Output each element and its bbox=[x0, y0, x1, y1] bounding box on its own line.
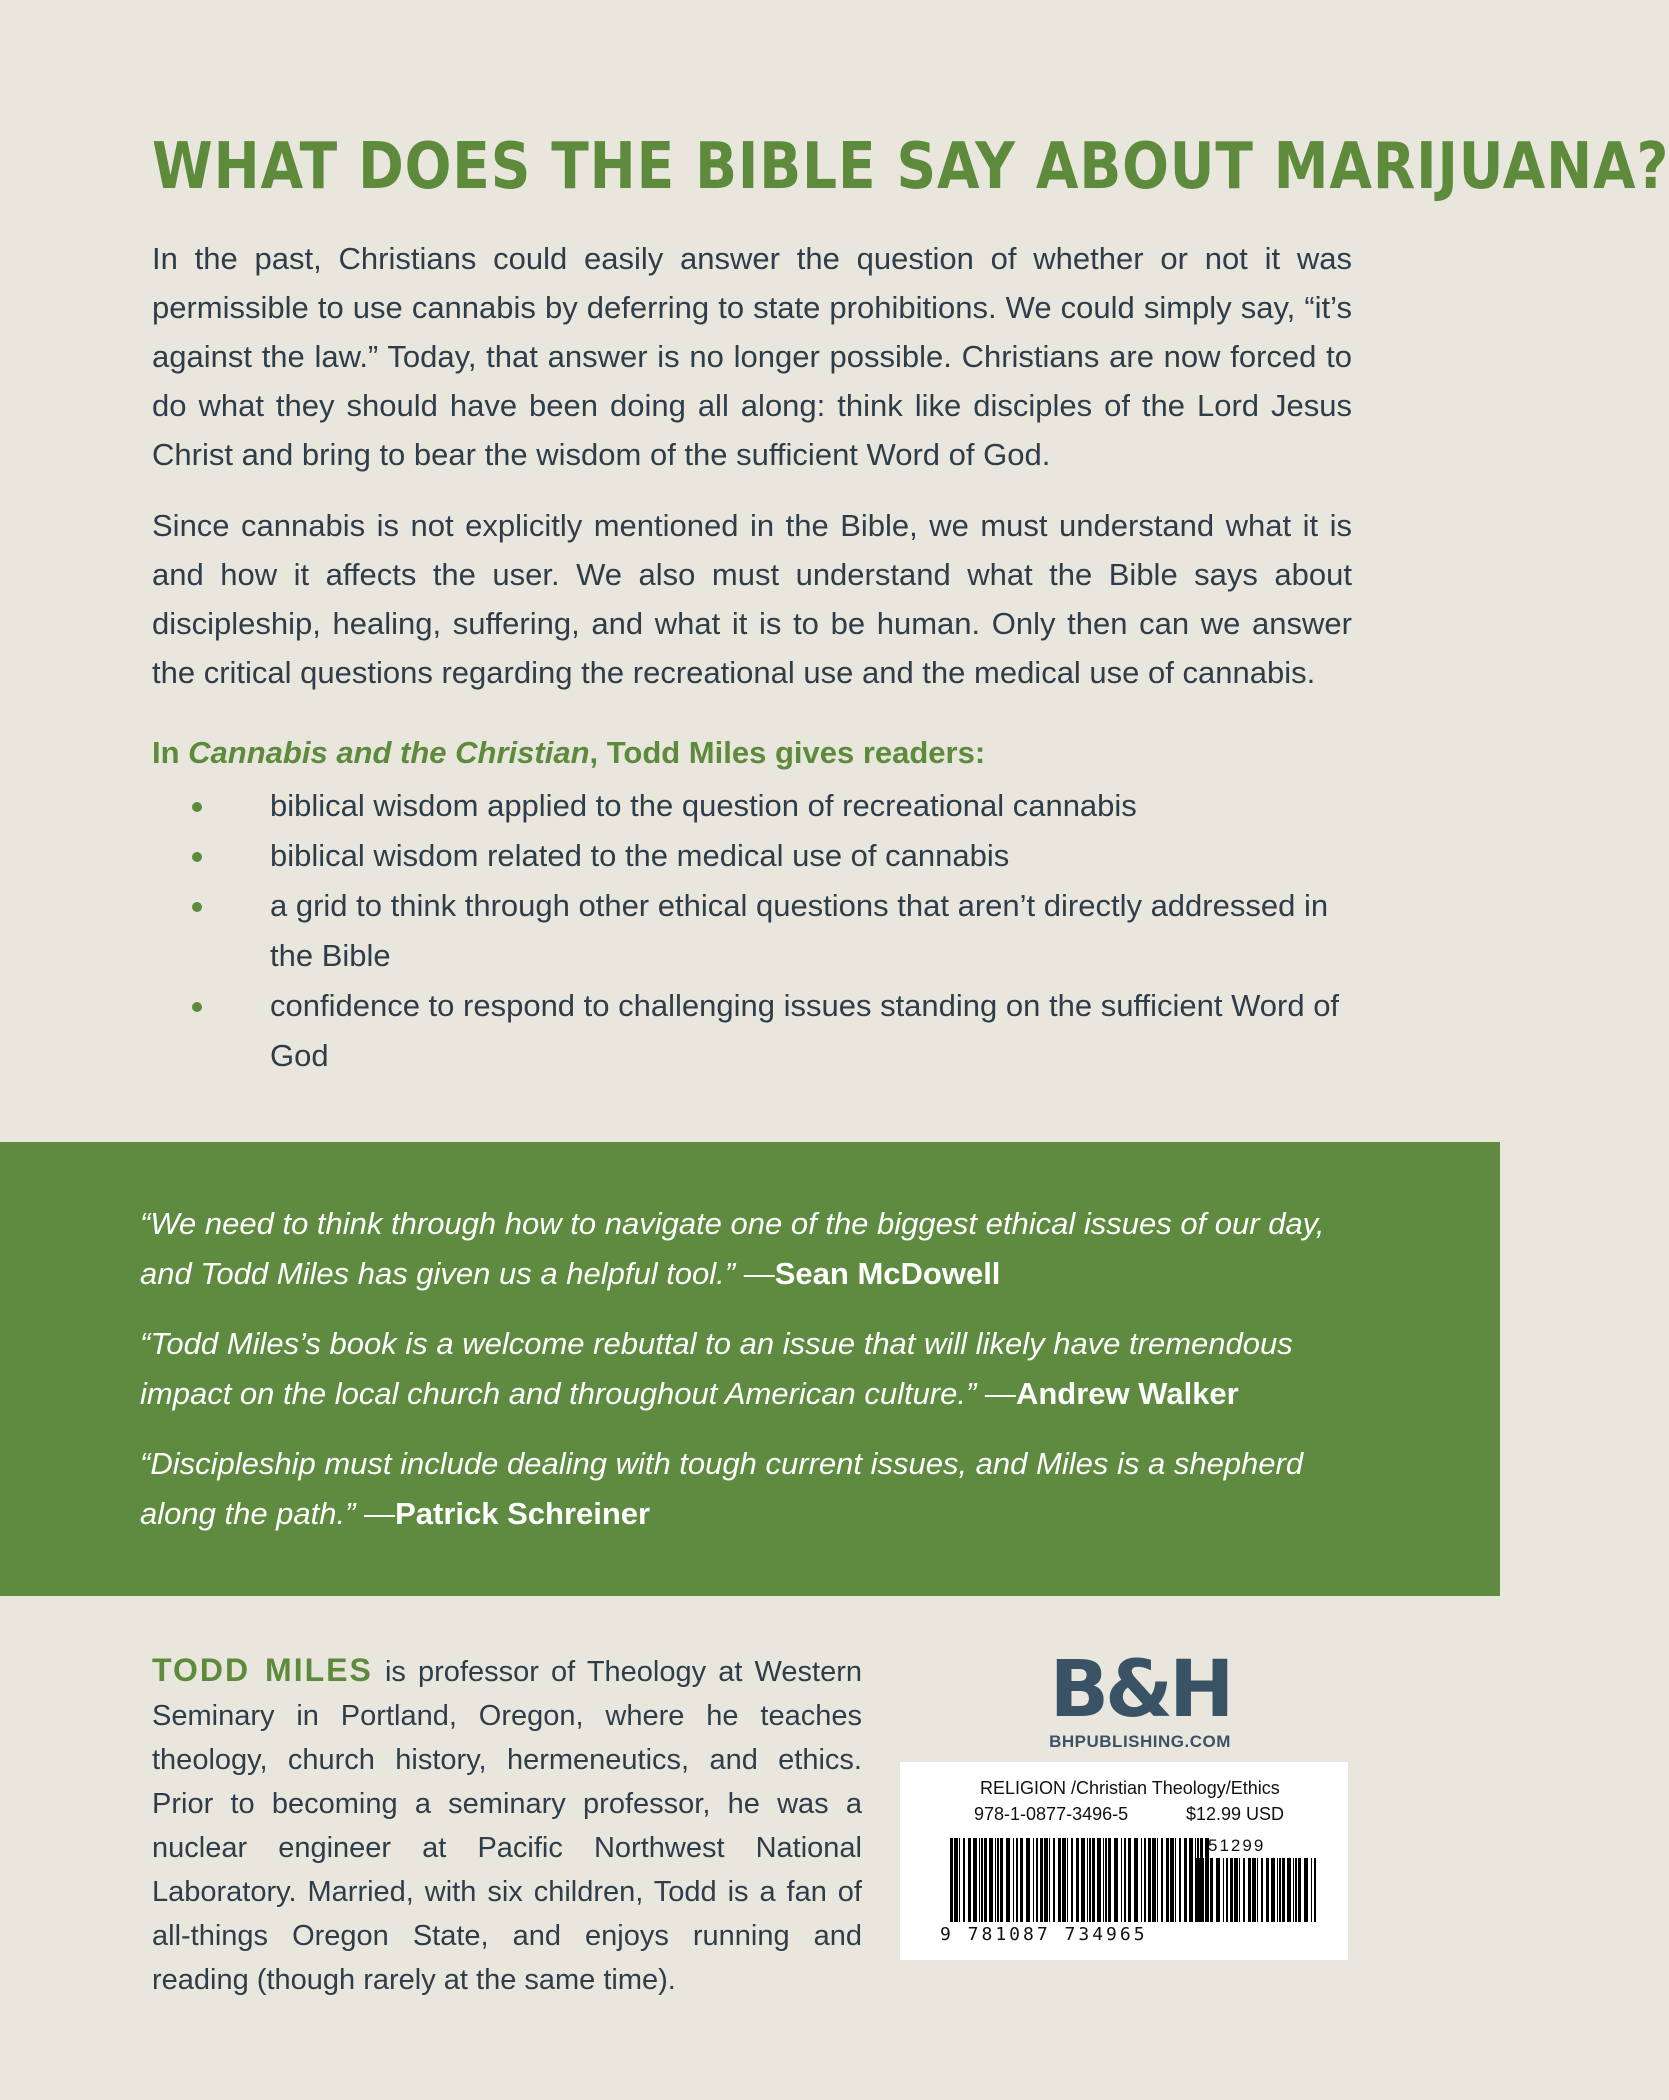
intro-paragraph-2: Since cannabis is not explicitly mentioned in the Bible, we must understand what it is and how it affects the user. We also must understand what the Bible says about discipleship, healing, suffering, and what it is to be human. Only then can we answer the critical questions regarding the recreational use and the medical use of cannabis. bbox=[152, 508, 1352, 690]
endorsement-quote: “Discipleship must include dealing with tough current issues, and Miles is a shepherd along the path.” bbox=[140, 1446, 1304, 1531]
list-item bbox=[192, 881, 1352, 981]
author-name: TODD MILES bbox=[152, 1652, 373, 1688]
lead-prefix: In bbox=[152, 735, 189, 770]
list-item-text: a grid to think through other ethical questions that aren’t directly addressed in the Bible bbox=[270, 888, 1329, 973]
barcode-digits: 9 781087 734965 bbox=[940, 1924, 1148, 1945]
bullet-dot-icon bbox=[192, 802, 202, 812]
list-item-text: confidence to respond to challenging issues standing on the sufficient Word of God bbox=[270, 988, 1340, 1073]
endorsement-author: Patrick Schreiner bbox=[395, 1496, 651, 1531]
isbn-label: 978-1-0877-3496-5 bbox=[974, 1804, 1129, 1824]
category-label: RELIGION /Christian Theology/Ethics bbox=[980, 1778, 1280, 1798]
bio-text: is professor of Theology at Western Seminary in Portland, Oregon, where he teaches theology, church history, hermeneutics, and ethics. Prior to becoming a seminary professor, he was a nuclear engineer at Pacific Northwest National Laboratory. Married, with six children, Todd is a fan of all-things Oregon State, and enjoys running and reading (though rarely at the same time). bbox=[152, 1656, 863, 1996]
bullet-dot-icon bbox=[192, 1002, 202, 1012]
list-item bbox=[192, 981, 1352, 1081]
price-label: $12.99 USD bbox=[1186, 1804, 1285, 1824]
list-item-text: biblical wisdom applied to the question of recreational cannabis bbox=[270, 788, 1137, 823]
endorsement-band bbox=[0, 1142, 1500, 1596]
description-section bbox=[152, 130, 1669, 1081]
benefit-list bbox=[152, 781, 1352, 1081]
publisher-logo bbox=[1040, 1645, 1240, 1752]
headline: WHAT DOES THE BIBLE SAY ABOUT MARIJUANA? bbox=[152, 130, 1669, 204]
endorsement-dash: — bbox=[355, 1496, 396, 1531]
bullet-dot-icon bbox=[192, 902, 202, 912]
author-bio bbox=[152, 1648, 862, 2002]
bullet-dot-icon bbox=[192, 852, 202, 862]
endorsement-1 bbox=[140, 1199, 1380, 1299]
lead-suffix: , Todd Miles gives readers: bbox=[589, 735, 986, 770]
list-item-text: biblical wisdom related to the medical use of cannabis bbox=[270, 838, 1010, 873]
endorsement-quote: “We need to think through how to navigate one of the biggest ethical issues of our day, and Todd Miles has given us a helpful tool.” bbox=[140, 1206, 1325, 1291]
supplement-barcode-icon bbox=[1190, 1858, 1320, 1922]
barcode-icon bbox=[950, 1838, 1212, 1922]
endorsement-2 bbox=[140, 1319, 1380, 1419]
publisher-logo-mark: B&H bbox=[1049, 1645, 1231, 1735]
publisher-url: BHPUBLISHING.COM bbox=[1049, 1732, 1231, 1751]
book-title: Cannabis and the Christian bbox=[188, 735, 590, 770]
supplement-number: 51299 bbox=[1208, 1836, 1266, 1855]
endorsement-author: Andrew Walker bbox=[1015, 1376, 1239, 1411]
intro-paragraph-1: In the past, Christians could easily answer the question of whether or not it was permissible to use cannabis by deferring to state prohibitions. We could simply say, “it’s against the law.” Today, that answer is no longer possible. Christians are now forced to do what they should have been doing all along: think like disciples of the Lord Jesus Christ and bring to bear the wisdom of the sufficient Word of God. bbox=[152, 241, 1352, 472]
endorsement-3 bbox=[140, 1439, 1380, 1539]
endorsement-dash: — bbox=[735, 1256, 775, 1291]
list-item bbox=[192, 831, 1352, 881]
list-item bbox=[192, 781, 1352, 831]
endorsement-dash: — bbox=[976, 1376, 1016, 1411]
endorsement-author: Sean McDowell bbox=[774, 1256, 1001, 1291]
lead-line bbox=[152, 731, 1352, 775]
barcode-box bbox=[900, 1762, 1348, 1960]
endorsement-quote: “Todd Miles’s book is a welcome rebuttal to an issue that will likely have tremendous impact on the local church and throughout American culture.” bbox=[140, 1326, 1293, 1411]
